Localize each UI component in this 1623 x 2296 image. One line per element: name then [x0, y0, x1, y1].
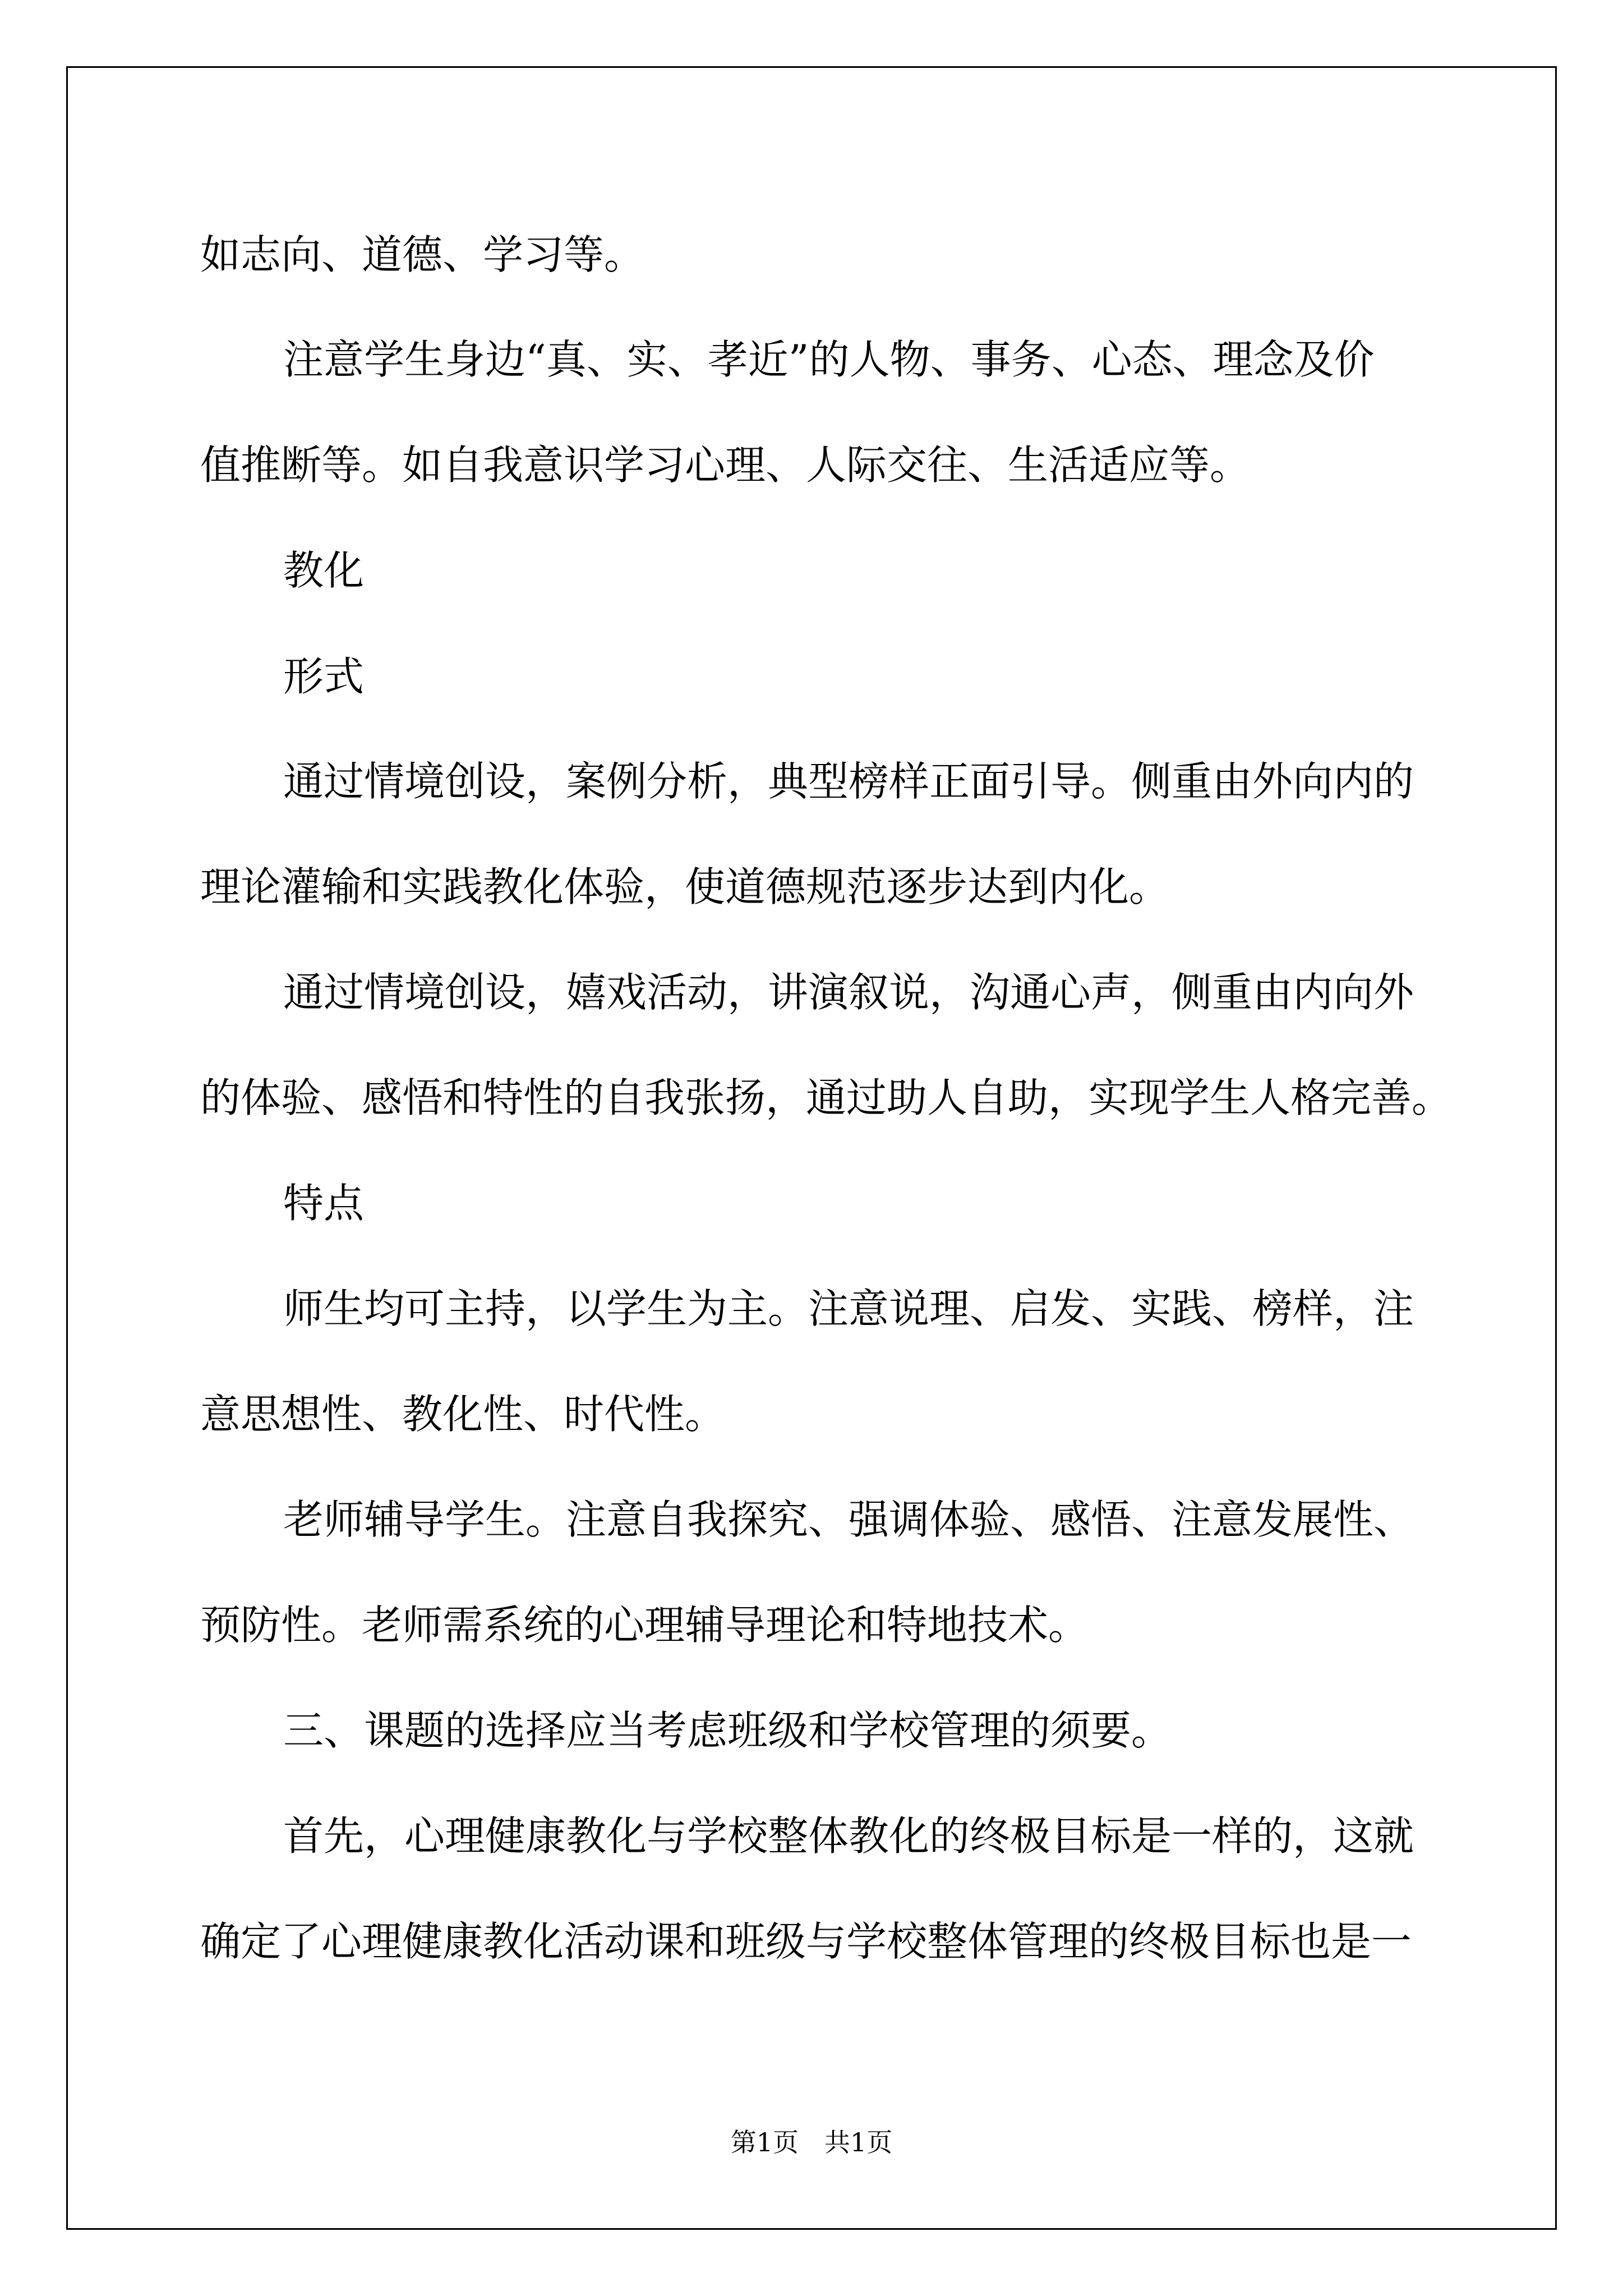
body-line-3: 值推断等。如自我意识学习心理、人际交往、生活适应等。	[200, 441, 1251, 489]
body-line-16: 首先，心理健康教化与学校整体教化的终极目标是一样的，这就	[283, 1812, 1414, 1860]
page-number-footer: 第1页 共1页	[730, 2127, 893, 2157]
body-line-14: 预防性。老师需系统的心理辅导理论和特地技术。	[200, 1602, 1089, 1649]
body-line-11: 师生均可主持，以学生为主。注意说理、启发、实践、榜样，注	[283, 1285, 1414, 1332]
body-line-12: 意思想性、教化性、时代性。	[200, 1391, 726, 1438]
section-heading-education: 教化	[283, 547, 365, 594]
body-line-9: 的体验、感悟和特性的自我张扬，通过助人自助，实现学生人格完善。	[200, 1074, 1453, 1121]
section-heading-features: 特点	[283, 1180, 365, 1227]
body-line-7: 理论灌输和实践教化体验，使道德规范逐步达到内化。	[200, 863, 1170, 910]
body-line-13: 老师辅导学生。注意自我探究、强调体验、感悟、注意发展性、	[283, 1496, 1414, 1543]
page-border	[66, 66, 1557, 2230]
body-line-15: 三、课题的选择应当考虑班级和学校管理的须要。	[283, 1707, 1172, 1754]
body-line-17: 确定了心理健康教化活动课和班级与学校整体管理的终极目标也是一	[200, 1918, 1412, 1965]
body-line-1: 如志向、道德、学习等。	[200, 231, 645, 278]
body-line-8: 通过情境创设，嬉戏活动，讲演叙说，沟通心声，侧重由内向外	[283, 969, 1414, 1016]
body-line-6: 通过情境创设，案例分析，典型榜样正面引导。侧重由外向内的	[283, 758, 1414, 805]
section-heading-form: 形式	[283, 653, 365, 700]
body-line-2: 注意学生身边“真、实、孝近”的人物、事务、心态、理念及价	[283, 336, 1375, 383]
